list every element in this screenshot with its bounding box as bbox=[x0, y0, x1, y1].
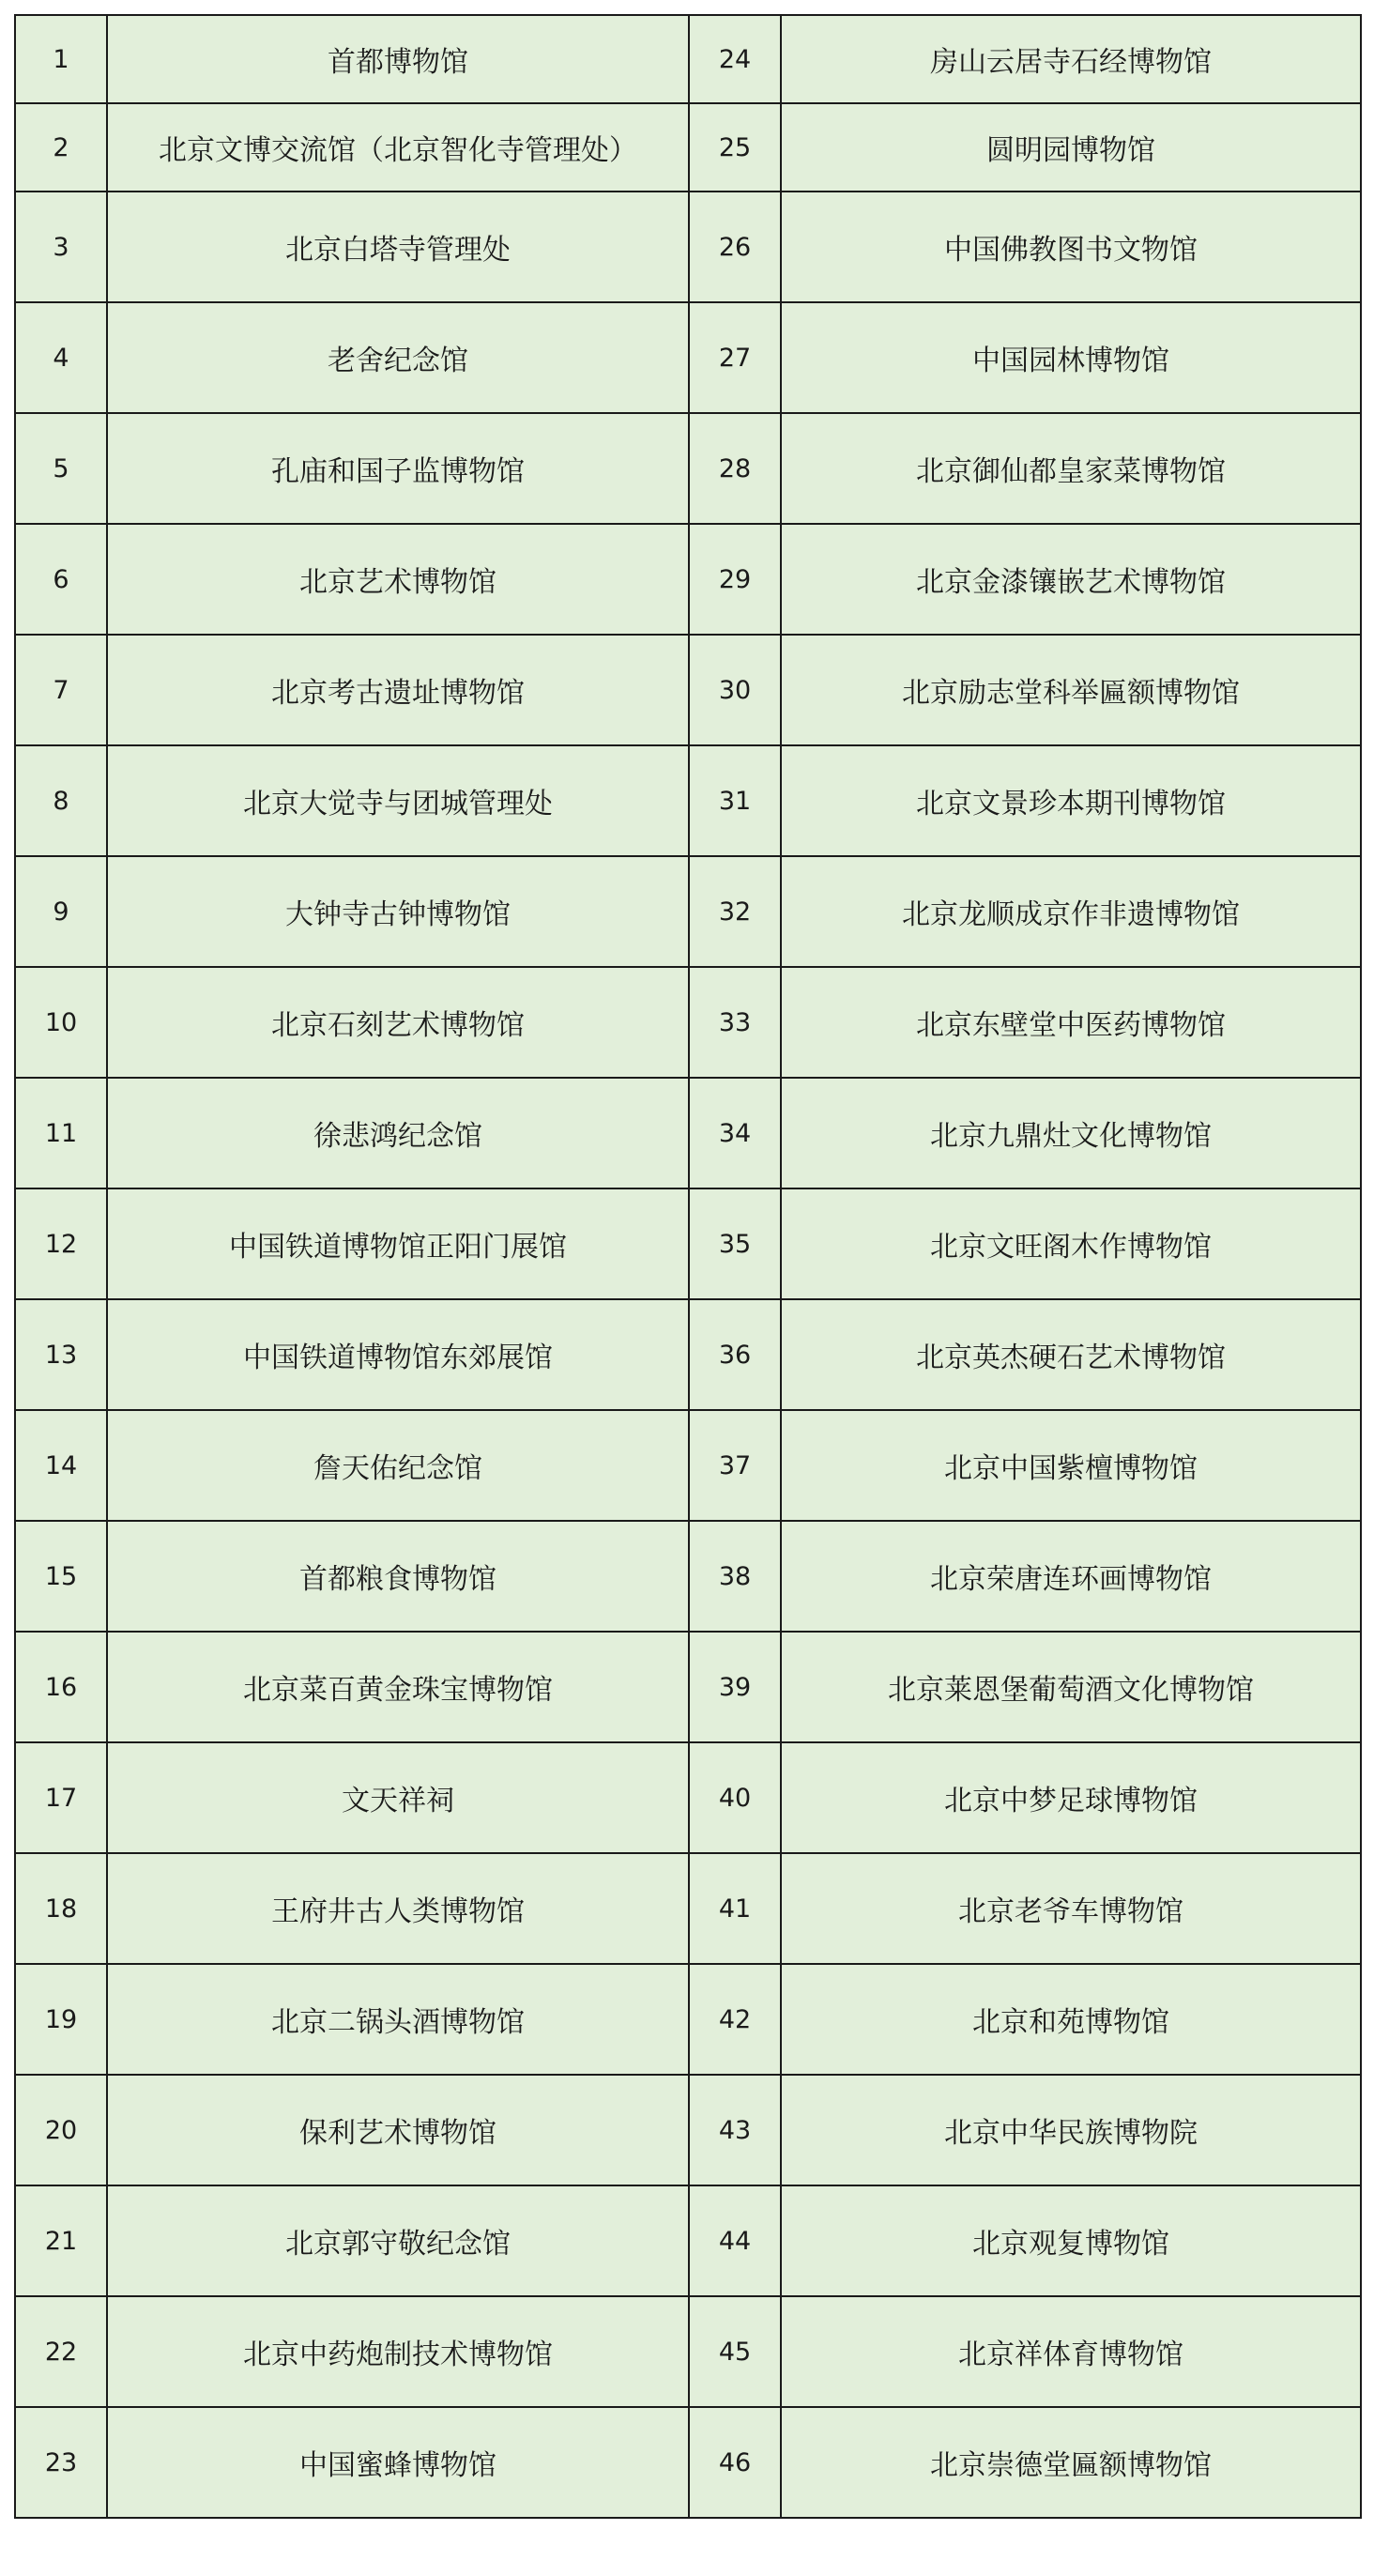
row-number-left: 20 bbox=[15, 2075, 107, 2185]
museum-name-right: 北京和苑博物馆 bbox=[781, 1964, 1361, 2075]
row-number-left: 2 bbox=[15, 103, 107, 192]
row-number-left: 12 bbox=[15, 1188, 107, 1299]
row-number-left: 23 bbox=[15, 2407, 107, 2518]
museum-name-right: 北京金漆镶嵌艺术博物馆 bbox=[781, 524, 1361, 635]
row-number-left: 6 bbox=[15, 524, 107, 635]
row-number-left: 14 bbox=[15, 1410, 107, 1521]
museum-name-right: 北京祥体育博物馆 bbox=[781, 2296, 1361, 2407]
museum-name-right: 北京老爷车博物馆 bbox=[781, 1853, 1361, 1964]
row-number-right: 27 bbox=[689, 302, 781, 413]
table-row bbox=[15, 856, 1361, 967]
table-row bbox=[15, 1742, 1361, 1853]
row-number-right: 24 bbox=[689, 15, 781, 103]
museum-name-left: 中国铁道博物馆东郊展馆 bbox=[107, 1299, 689, 1410]
table-row bbox=[15, 1521, 1361, 1632]
row-number-right: 33 bbox=[689, 967, 781, 1078]
museum-name-left: 保利艺术博物馆 bbox=[107, 2075, 689, 2185]
museum-name-right: 中国佛教图书文物馆 bbox=[781, 192, 1361, 302]
table-row bbox=[15, 967, 1361, 1078]
table-row bbox=[15, 1410, 1361, 1521]
museum-name-right: 北京九鼎灶文化博物馆 bbox=[781, 1078, 1361, 1188]
museum-name-right: 北京英杰硬石艺术博物馆 bbox=[781, 1299, 1361, 1410]
table-row bbox=[15, 2407, 1361, 2518]
row-number-right: 39 bbox=[689, 1632, 781, 1742]
museum-name-right: 北京中梦足球博物馆 bbox=[781, 1742, 1361, 1853]
row-number-right: 43 bbox=[689, 2075, 781, 2185]
row-number-right: 42 bbox=[689, 1964, 781, 2075]
museum-name-left: 孔庙和国子监博物馆 bbox=[107, 413, 689, 524]
museum-name-left: 首都博物馆 bbox=[107, 15, 689, 103]
museum-name-right: 北京励志堂科举匾额博物馆 bbox=[781, 635, 1361, 745]
row-number-right: 31 bbox=[689, 745, 781, 856]
museum-name-left: 北京大觉寺与团城管理处 bbox=[107, 745, 689, 856]
row-number-right: 44 bbox=[689, 2185, 781, 2296]
museum-name-right: 北京东壁堂中医药博物馆 bbox=[781, 967, 1361, 1078]
row-number-left: 15 bbox=[15, 1521, 107, 1632]
row-number-right: 46 bbox=[689, 2407, 781, 2518]
museum-name-right: 圆明园博物馆 bbox=[781, 103, 1361, 192]
row-number-right: 29 bbox=[689, 524, 781, 635]
museum-name-left: 北京白塔寺管理处 bbox=[107, 192, 689, 302]
row-number-left: 3 bbox=[15, 192, 107, 302]
table-row bbox=[15, 413, 1361, 524]
museum-name-left: 北京艺术博物馆 bbox=[107, 524, 689, 635]
museum-name-left: 中国蜜蜂博物馆 bbox=[107, 2407, 689, 2518]
museum-name-left: 王府井古人类博物馆 bbox=[107, 1853, 689, 1964]
row-number-left: 7 bbox=[15, 635, 107, 745]
museum-name-right: 北京中国紫檀博物馆 bbox=[781, 1410, 1361, 1521]
row-number-left: 4 bbox=[15, 302, 107, 413]
museum-name-left: 北京中药炮制技术博物馆 bbox=[107, 2296, 689, 2407]
row-number-right: 38 bbox=[689, 1521, 781, 1632]
row-number-left: 18 bbox=[15, 1853, 107, 1964]
museum-name-left: 北京菜百黄金珠宝博物馆 bbox=[107, 1632, 689, 1742]
row-number-left: 17 bbox=[15, 1742, 107, 1853]
row-number-left: 11 bbox=[15, 1078, 107, 1188]
museum-name-left: 老舍纪念馆 bbox=[107, 302, 689, 413]
museum-name-right: 中国园林博物馆 bbox=[781, 302, 1361, 413]
museum-name-left: 徐悲鸿纪念馆 bbox=[107, 1078, 689, 1188]
row-number-left: 13 bbox=[15, 1299, 107, 1410]
table-row bbox=[15, 2185, 1361, 2296]
row-number-right: 32 bbox=[689, 856, 781, 967]
table-row bbox=[15, 745, 1361, 856]
museum-name-left: 北京二锅头酒博物馆 bbox=[107, 1964, 689, 2075]
museum-name-left: 北京石刻艺术博物馆 bbox=[107, 967, 689, 1078]
table-row bbox=[15, 524, 1361, 635]
table-row bbox=[15, 1964, 1361, 2075]
museum-name-right: 北京崇德堂匾额博物馆 bbox=[781, 2407, 1361, 2518]
row-number-right: 25 bbox=[689, 103, 781, 192]
row-number-left: 8 bbox=[15, 745, 107, 856]
table-row bbox=[15, 2075, 1361, 2185]
row-number-left: 22 bbox=[15, 2296, 107, 2407]
table-row bbox=[15, 1078, 1361, 1188]
row-number-left: 5 bbox=[15, 413, 107, 524]
museum-name-left: 首都粮食博物馆 bbox=[107, 1521, 689, 1632]
row-number-left: 1 bbox=[15, 15, 107, 103]
museum-name-right: 房山云居寺石经博物馆 bbox=[781, 15, 1361, 103]
museum-name-left: 中国铁道博物馆正阳门展馆 bbox=[107, 1188, 689, 1299]
row-number-left: 21 bbox=[15, 2185, 107, 2296]
museum-name-left: 詹天佑纪念馆 bbox=[107, 1410, 689, 1521]
row-number-left: 10 bbox=[15, 967, 107, 1078]
table-row bbox=[15, 302, 1361, 413]
row-number-right: 30 bbox=[689, 635, 781, 745]
museum-name-right: 北京荣唐连环画博物馆 bbox=[781, 1521, 1361, 1632]
museum-name-right: 北京文景珍本期刊博物馆 bbox=[781, 745, 1361, 856]
museum-name-left: 大钟寺古钟博物馆 bbox=[107, 856, 689, 967]
row-number-left: 16 bbox=[15, 1632, 107, 1742]
museum-name-right: 北京御仙都皇家菜博物馆 bbox=[781, 413, 1361, 524]
museum-name-right: 北京莱恩堡葡萄酒文化博物馆 bbox=[781, 1632, 1361, 1742]
table-row bbox=[15, 1188, 1361, 1299]
row-number-right: 26 bbox=[689, 192, 781, 302]
row-number-right: 45 bbox=[689, 2296, 781, 2407]
row-number-right: 36 bbox=[689, 1299, 781, 1410]
museum-list-table bbox=[14, 14, 1362, 2519]
row-number-right: 40 bbox=[689, 1742, 781, 1853]
row-number-right: 28 bbox=[689, 413, 781, 524]
row-number-right: 35 bbox=[689, 1188, 781, 1299]
museum-name-right: 北京观复博物馆 bbox=[781, 2185, 1361, 2296]
table-row bbox=[15, 1299, 1361, 1410]
row-number-left: 19 bbox=[15, 1964, 107, 2075]
row-number-right: 37 bbox=[689, 1410, 781, 1521]
museum-name-left: 北京郭守敬纪念馆 bbox=[107, 2185, 689, 2296]
museum-name-left: 北京文博交流馆（北京智化寺管理处） bbox=[107, 103, 689, 192]
table-row bbox=[15, 1853, 1361, 1964]
museum-name-left: 文天祥祠 bbox=[107, 1742, 689, 1853]
museum-name-right: 北京中华民族博物院 bbox=[781, 2075, 1361, 2185]
table-row bbox=[15, 15, 1361, 103]
table-row bbox=[15, 103, 1361, 192]
museum-name-right: 北京龙顺成京作非遗博物馆 bbox=[781, 856, 1361, 967]
table-row bbox=[15, 2296, 1361, 2407]
museum-name-right: 北京文旺阁木作博物馆 bbox=[781, 1188, 1361, 1299]
row-number-left: 9 bbox=[15, 856, 107, 967]
row-number-right: 34 bbox=[689, 1078, 781, 1188]
museum-name-left: 北京考古遗址博物馆 bbox=[107, 635, 689, 745]
table-row bbox=[15, 635, 1361, 745]
table-row bbox=[15, 192, 1361, 302]
table-row bbox=[15, 1632, 1361, 1742]
row-number-right: 41 bbox=[689, 1853, 781, 1964]
museum-list-body bbox=[15, 15, 1361, 2518]
